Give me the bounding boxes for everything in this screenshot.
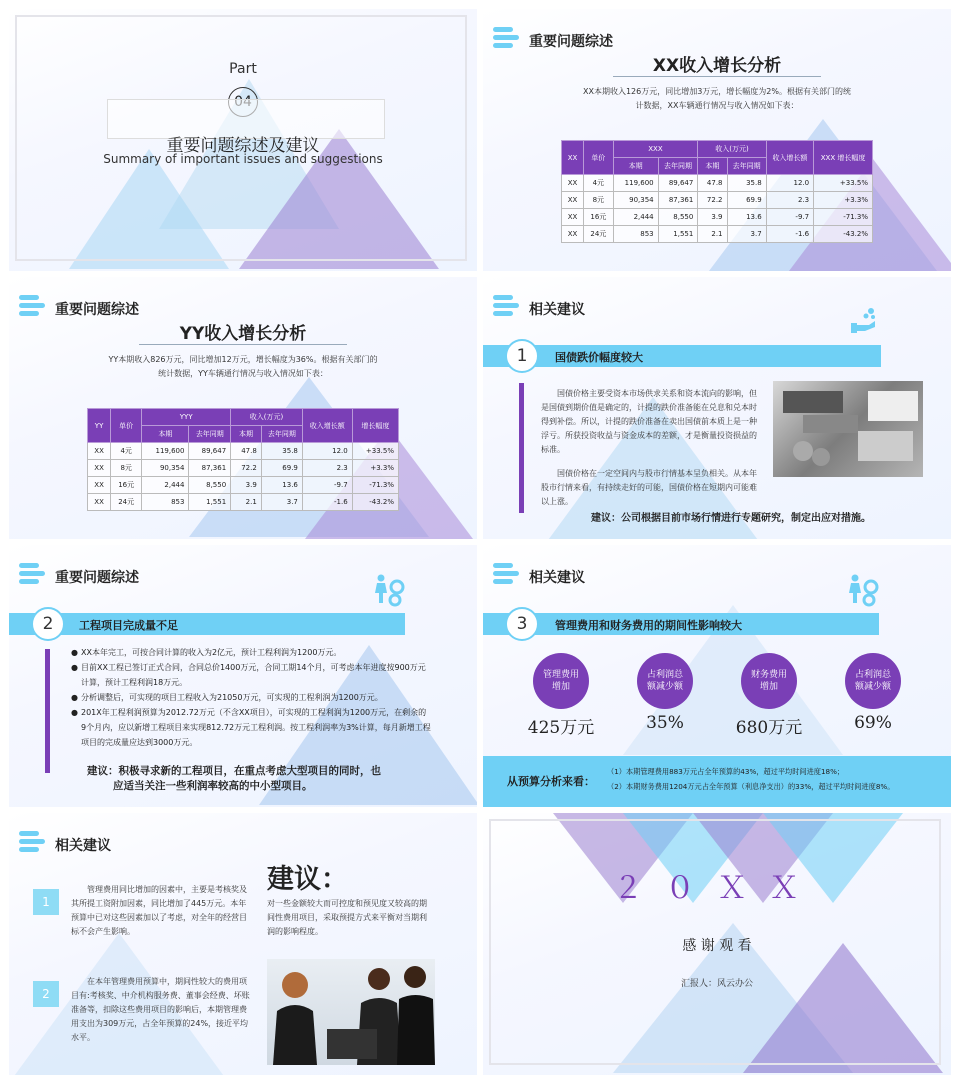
table-cell: 16元 (584, 209, 614, 226)
table-cell: 47.8 (698, 175, 727, 192)
col-header: 收入增长额 (302, 409, 352, 443)
reporter-text: 汇报人：风云办公 (680, 979, 753, 989)
footer-line-2: （2）本期财务费用1204万元占全年预算（利息净支出）的33%，超过平均时间进度8%。 (607, 782, 895, 791)
item-badge: 2 (33, 981, 59, 1007)
col-header: 去年同期 (727, 158, 766, 175)
suggestion-paragraph: 对一些金额较大而可控度和预见度又较高的期间性费用项目，采取预提方式来平衡对当期利润的影响程度。 (267, 899, 427, 936)
menu-lines-icon (493, 563, 519, 587)
bullet-item: ● XX本年完工，可按合同计算的收入为2亿元，预计工程利润为1200万元。 (71, 648, 342, 657)
table-cell: 35.8 (261, 443, 302, 460)
section-header: 相关建议 (529, 302, 585, 318)
col-header: 增长幅度 (352, 409, 398, 443)
table-cell: 90,354 (613, 192, 658, 209)
table-cell: -9.7 (302, 477, 352, 494)
table-cell: 4元 (584, 175, 614, 192)
table-cell: 24元 (584, 226, 614, 243)
footer-line-1: （1）本期管理费用883万元占全年预算的43%，超过平均时间进度18%； (607, 767, 845, 776)
section-header: 相关建议 (529, 570, 585, 586)
menu-lines-icon (19, 295, 45, 319)
col-header: 去年同期 (261, 426, 302, 443)
topic-title: 国债跌价幅度较大 (555, 351, 643, 364)
table-cell: +33.5% (814, 175, 873, 192)
description-line-2: 统计数据，YY车辆通行情况与收入情况如下表： (158, 369, 328, 378)
table-row (88, 443, 399, 460)
table-cell: -43.2% (352, 494, 398, 511)
col-header: 去年同期 (189, 426, 231, 443)
slide-title: YY收入增长分析 (179, 324, 307, 344)
table-row (88, 460, 399, 477)
col-header: YYY (142, 409, 231, 426)
table-body (88, 443, 399, 511)
col-header: 收入(万元) (698, 141, 766, 158)
col-header: XX (562, 141, 584, 175)
metric-value: 425万元 (527, 718, 595, 738)
table-cell: 1,551 (189, 494, 231, 511)
table-cell: 2.1 (231, 494, 262, 511)
col-header: 本期 (142, 426, 189, 443)
metric-circle: 占利润总额减少额 (845, 653, 901, 709)
table-cell: XX (562, 175, 584, 192)
table-cell: 2.1 (698, 226, 727, 243)
hand-coins-icon (849, 305, 879, 335)
table-cell: 119,600 (613, 175, 658, 192)
worker-gears-icon (847, 573, 879, 607)
table-cell: 3.7 (727, 226, 766, 243)
topic-number: 1 (505, 339, 539, 373)
table-cell: 3.9 (698, 209, 727, 226)
table-cell: 87,361 (189, 460, 231, 477)
finance-photo (773, 381, 923, 477)
table-cell: 24元 (111, 494, 142, 511)
table-row (562, 209, 873, 226)
table-cell: XX (88, 494, 111, 511)
table-cell: 8元 (584, 192, 614, 209)
slide-8-thanks[interactable] (483, 813, 951, 1075)
table-cell: 35.8 (727, 175, 766, 192)
table-cell: -71.3% (814, 209, 873, 226)
metric-value: 69% (854, 713, 892, 733)
slide-title: XX收入增长分析 (652, 56, 782, 76)
table-row (88, 494, 399, 511)
menu-lines-icon (19, 563, 45, 587)
table-cell: XX (88, 443, 111, 460)
table-cell: 69.9 (261, 460, 302, 477)
item-text: 在本年管理费用预算中，期间性较大的费用项目有:考核奖、中介机构服务费、董事会经费、坏账准备等，扣除这些费用项目的影响后，本期管理费用支出为309万元，占全年预算的24%，接近平均水平。 (71, 977, 250, 1042)
topic-number: 3 (505, 607, 539, 641)
table-cell: -43.2% (814, 226, 873, 243)
topic-number: 2 (31, 607, 65, 641)
table-cell: 1,551 (658, 226, 698, 243)
title-underline (139, 344, 347, 345)
table-cell: XX (562, 192, 584, 209)
table-cell: 90,354 (142, 460, 189, 477)
slide-3-yy-income[interactable] (9, 277, 477, 539)
title-underline (613, 76, 821, 77)
item-text: 管理费用同比增加的因素中，主要是考核奖及其所提工资附加因素，同比增加了445万元。本年预算中已对这些因素加以了考虑，对全年的经营目标不会产生影响。 (71, 885, 247, 936)
table-cell: 3.7 (261, 494, 302, 511)
table-cell: 47.8 (231, 443, 262, 460)
income-table (87, 408, 399, 511)
table-cell: -1.6 (766, 226, 813, 243)
table-cell: 13.6 (261, 477, 302, 494)
topic-title: 管理费用和财务费用的期间性影响较大 (555, 619, 742, 632)
table-cell: 3.9 (231, 477, 262, 494)
table-cell: 72.2 (698, 192, 727, 209)
menu-lines-icon (19, 831, 45, 855)
worker-gears-icon (373, 573, 405, 607)
metric-circle: 占利润总额减少额 (637, 653, 693, 709)
thanks-text: 感 谢 观 看 (682, 938, 752, 954)
table-cell: 12.0 (302, 443, 352, 460)
table-cell: 2.3 (302, 460, 352, 477)
table-cell: XX (562, 226, 584, 243)
table-cell: 8元 (111, 460, 142, 477)
bullet-item: ● 分析调整后，可实现的项目工程收入为21050万元，可实现的工程利润为1200万元。 (71, 693, 383, 702)
slide-4-suggestion-bonds[interactable] (483, 277, 951, 539)
table-cell: XX (562, 209, 584, 226)
big-heading: 建议： (267, 864, 348, 895)
table-cell: 8,550 (189, 477, 231, 494)
table-cell: XX (88, 460, 111, 477)
col-header: 本期 (231, 426, 262, 443)
col-header: 本期 (698, 158, 727, 175)
col-header: 收入增长额 (766, 141, 813, 175)
slide-2-xx-income[interactable] (483, 9, 951, 271)
table-cell: +3.3% (814, 192, 873, 209)
slide-5-projects[interactable] (9, 545, 477, 807)
table-cell: -1.6 (302, 494, 352, 511)
metric-value: 680万元 (735, 718, 803, 738)
table-cell: +3.3% (352, 460, 398, 477)
topic-bar (483, 345, 881, 367)
table-cell: 8,550 (658, 209, 698, 226)
page-title: 重要问题综述及建议 (166, 136, 320, 156)
suggestion-line-2: 应适当关注一些利润率较高的中小型项目。 (113, 780, 313, 792)
table-cell: 87,361 (658, 192, 698, 209)
slide-7-suggestions[interactable] (9, 813, 477, 1075)
description-line-1: XX本期收入126万元，同比增加3万元，增长幅度为2%。根据有关部门的统 (582, 87, 851, 96)
accent-line (519, 383, 524, 513)
year-text: ２０ＸＸ (613, 871, 821, 906)
part-label: Part (229, 61, 257, 77)
business-people-photo (267, 959, 435, 1065)
footer-label: 从预算分析来看： (507, 775, 595, 788)
metric-value: 35% (646, 713, 684, 733)
description-line-2: 计数据，XX车辆通行情况与收入情况如下表： (635, 101, 799, 110)
table-cell: 853 (142, 494, 189, 511)
table-cell: 69.9 (727, 192, 766, 209)
table-cell: +33.5% (352, 443, 398, 460)
item-badge: 1 (33, 889, 59, 915)
col-header: YY (88, 409, 111, 443)
col-header: 去年同期 (658, 158, 698, 175)
table-cell: 2,444 (142, 477, 189, 494)
col-header: 收入(万元) (231, 409, 303, 426)
table-body (562, 175, 873, 243)
table-row (562, 192, 873, 209)
paragraph-2: 国债价格在一定空间内与股市行情基本呈负相关。从本年股市行情来看，有持续走好的可能，国债价格在短期内可能难以上涨。 (541, 469, 757, 506)
metric-circle: 财务费用增加 (741, 653, 797, 709)
table-cell: 119,600 (142, 443, 189, 460)
table-cell: 13.6 (727, 209, 766, 226)
table-cell: -9.7 (766, 209, 813, 226)
menu-lines-icon (493, 27, 519, 51)
bullet-item: ● 目前XX工程已签订正式合同，合同总价1400万元，合同工期14个月，可考虑本年进度按900万元计算，预计工程利润18万元。 (71, 663, 426, 687)
table-cell: 4元 (111, 443, 142, 460)
section-header: 重要问题综述 (55, 570, 139, 586)
table-cell: 89,647 (658, 175, 698, 192)
col-header: XXX (613, 141, 698, 158)
bullet-list (71, 645, 431, 750)
section-header: 重要问题综述 (529, 34, 613, 50)
table-cell: 12.0 (766, 175, 813, 192)
slide-1-cover[interactable] (9, 9, 477, 271)
table-cell: -71.3% (352, 477, 398, 494)
accent-line (45, 649, 50, 773)
table-cell: XX (88, 477, 111, 494)
suggestion-line-1: 建议：积极寻求新的工程项目，在重点考虑大型项目的同时，也 (87, 765, 381, 777)
table-cell: 72.2 (231, 460, 262, 477)
table-cell: 2,444 (613, 209, 658, 226)
topic-title: 工程项目完成量不足 (79, 619, 178, 632)
paragraph-1: 国债价格主要受资本市场供求关系和资本流向的影响，但是国债到期价值是确定的，计提的跌价准备能在兑息和兑本时得到补偿。所以，计提的跌价准备在卖出国债前本质上是一种浮亏。所获投资收益与资金成本的差额，才是衡量投资损益的标准。 (541, 389, 757, 454)
bullet-item: ● 201X年工程利润预算为2012.72万元（不含XX项目），可实现的工程利润为1200万元，在剩余的9个月内，应以新增工程项目来实现812.72万元工程利润。按工程利润率为3%计算，每月新增工程项目的完成量应达到3000万元。 (71, 708, 431, 747)
col-header: 单价 (111, 409, 142, 443)
col-header: 单价 (584, 141, 614, 175)
table-row (562, 226, 873, 243)
section-header: 相关建议 (55, 838, 111, 854)
table-cell: 2.3 (766, 192, 813, 209)
suggestion-text: 建议：公司根据目前市场行情进行专题研究，制定出应对措施。 (591, 513, 871, 524)
topic-bar (9, 613, 405, 635)
description-line-1: YY本期收入826万元，同比增加12万元，增长幅度为36%。根据有关部门的 (108, 355, 378, 364)
slide-6-expenses[interactable] (483, 545, 951, 807)
metric-circle: 管理费用增加 (533, 653, 589, 709)
table-cell: 89,647 (189, 443, 231, 460)
table-row (562, 175, 873, 192)
menu-lines-icon (493, 295, 519, 319)
col-header: XXX 增长幅度 (814, 141, 873, 175)
table-cell: 16元 (111, 477, 142, 494)
income-table (561, 140, 873, 243)
page-subtitle: Summary of important issues and suggestions (103, 152, 383, 166)
table-row (88, 477, 399, 494)
section-header: 重要问题综述 (55, 302, 139, 318)
table-cell: 853 (613, 226, 658, 243)
col-header: 本期 (613, 158, 658, 175)
